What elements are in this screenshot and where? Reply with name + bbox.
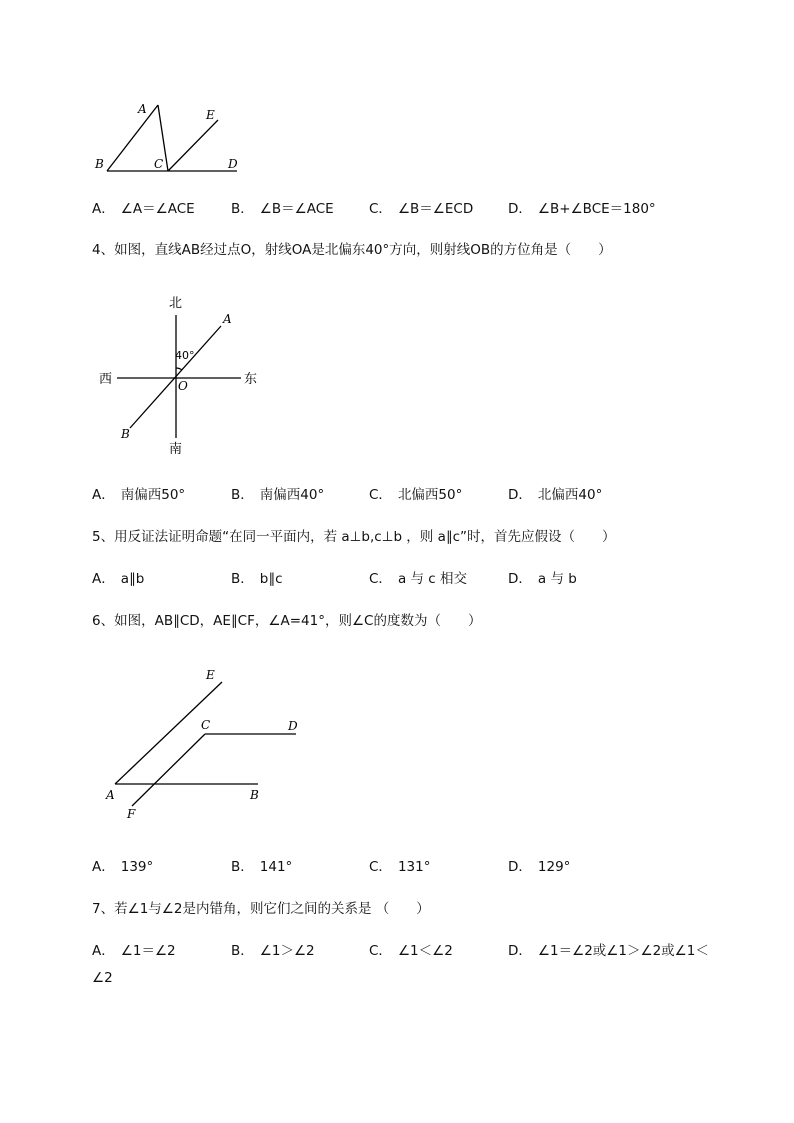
q6-figure	[100, 660, 310, 825]
q6-option-b[interactable]: B． 141°	[231, 859, 293, 875]
q7-stem: 7、若∠1与∠2是内错角，则它们之间的关系是 （ ）	[92, 901, 430, 917]
label-d: D	[228, 157, 238, 171]
q5-option-b[interactable]: B． b∥c	[231, 571, 283, 587]
label-b: B	[95, 157, 104, 171]
q4-option-b[interactable]: B． 南偏西40°	[231, 487, 325, 503]
q7-option-c[interactable]: C． ∠1＜∠2	[369, 943, 453, 959]
ray-cf	[132, 734, 205, 806]
q3-option-b[interactable]: B． ∠B＝∠ACE	[231, 201, 334, 217]
label-north: 北	[169, 296, 183, 311]
q7-option-a[interactable]: A． ∠1＝∠2	[92, 943, 176, 959]
label-c: C	[154, 157, 164, 171]
q3-option-d[interactable]: D． ∠B+∠BCE＝180°	[508, 201, 656, 217]
q3-options	[92, 199, 752, 219]
q3-option-c[interactable]: C． ∠B＝∠ECD	[369, 201, 474, 217]
label-a: A	[138, 102, 147, 116]
label-east: 东	[244, 372, 258, 387]
q4-option-a[interactable]: A． 南偏西50°	[92, 487, 186, 503]
q3-option-a[interactable]: A． ∠A＝∠ACE	[92, 201, 195, 217]
q6-stem: 6、如图，AB∥CD，AE∥CF，∠A=41°，则∠C的度数为（ ）	[92, 613, 482, 629]
q5-option-d[interactable]: D． a 与 b	[508, 571, 577, 587]
label-a: A	[106, 788, 115, 802]
q5-option-a[interactable]: A． a∥b	[92, 571, 145, 587]
label-angle: 40°	[175, 349, 195, 362]
label-b: B	[121, 427, 130, 441]
label-e: E	[206, 108, 215, 122]
label-a: A	[223, 312, 232, 326]
q3-figure	[90, 95, 260, 180]
q7-option-d[interactable]: D． ∠1＝∠2或∠1＞∠2或∠1＜	[508, 943, 709, 959]
label-c: C	[201, 718, 211, 732]
q6-option-c[interactable]: C． 131°	[369, 859, 431, 875]
q6-option-d[interactable]: D． 129°	[508, 859, 571, 875]
segment-ba	[107, 105, 158, 171]
label-f: F	[127, 807, 136, 821]
angle-arc	[176, 368, 182, 370]
label-west: 西	[99, 372, 113, 387]
label-o: O	[178, 379, 188, 393]
q5-option-c[interactable]: C． a 与 c 相交	[369, 571, 468, 587]
q7-option-d-continued: ∠2	[92, 970, 113, 986]
q4-option-d[interactable]: D． 北偏西40°	[508, 487, 603, 503]
label-d: D	[288, 719, 298, 733]
q7-option-b[interactable]: B． ∠1＞∠2	[231, 943, 315, 959]
q4-stem: 4、如图，直线AB经过点O，射线OA是北偏东40°方向，则射线OB的方位角是（ ）	[92, 242, 612, 258]
label-e: E	[206, 668, 215, 682]
q4-options	[92, 485, 752, 505]
q4-option-c[interactable]: C． 北偏西50°	[369, 487, 463, 503]
ray-ce	[168, 120, 218, 171]
q5-options	[92, 569, 752, 589]
ray-ae	[115, 682, 222, 784]
q5-stem: 5、用反证法证明命题“在同一平面内，若 a⊥b,c⊥b ，则 a∥c”时，首先应假设（ ）	[92, 529, 616, 545]
label-south: 南	[169, 442, 183, 457]
q6-options	[92, 857, 752, 877]
label-b: B	[250, 788, 259, 802]
q7-options	[92, 941, 752, 961]
q6-option-a[interactable]: A． 139°	[92, 859, 154, 875]
q4-figure	[95, 290, 270, 460]
